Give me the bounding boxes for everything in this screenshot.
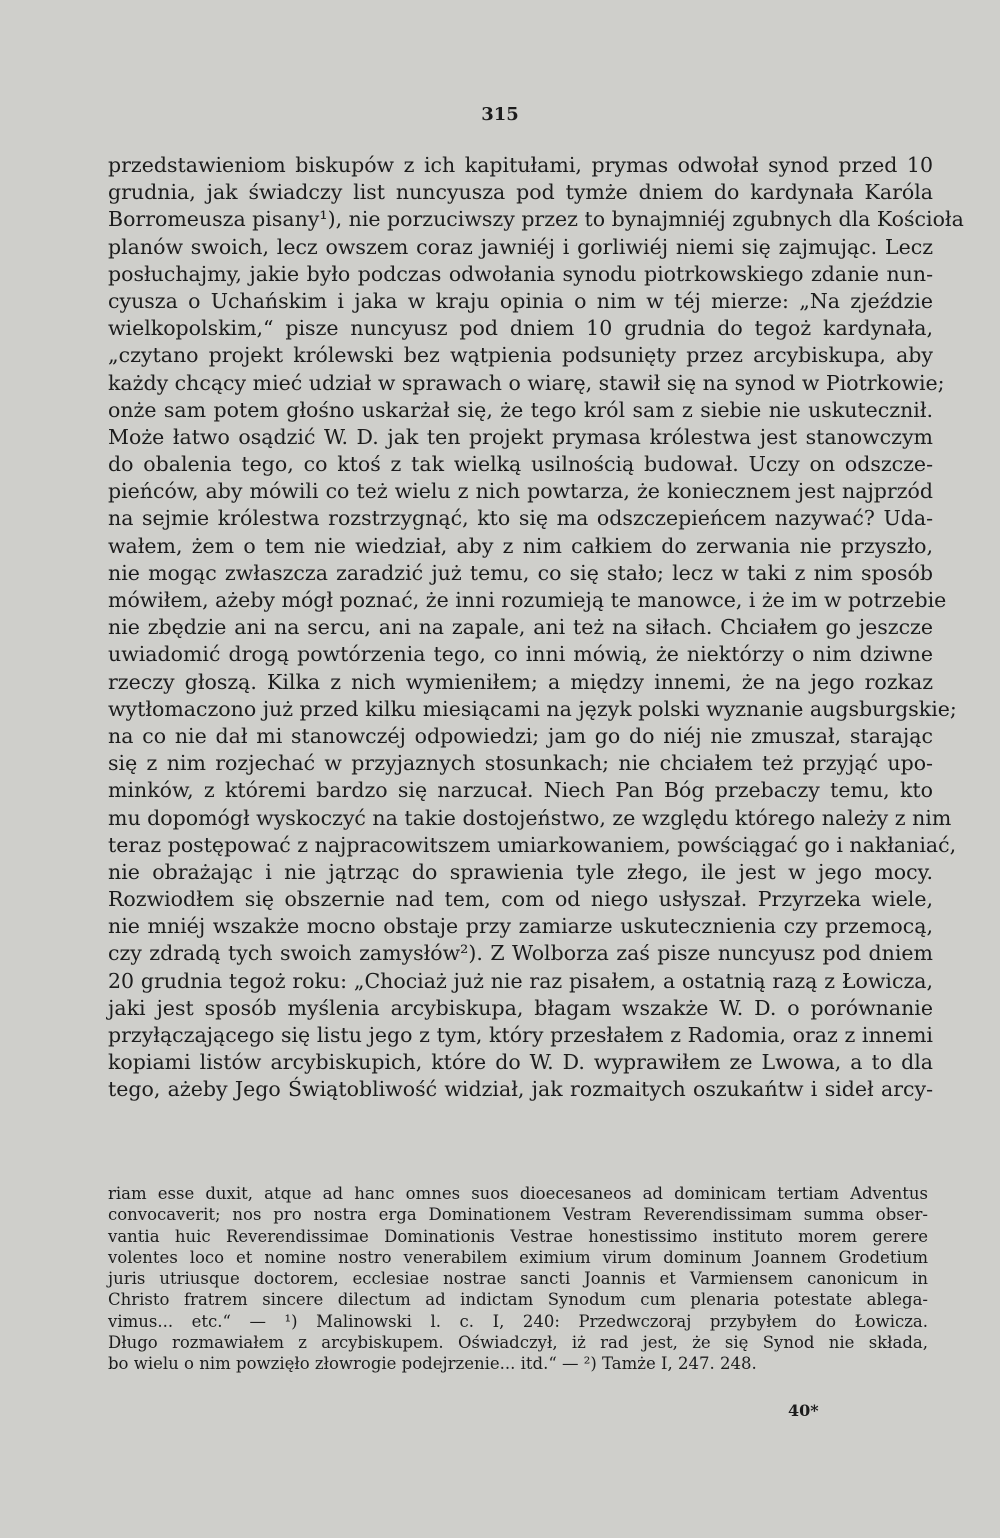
text-line: teraz postępować z najpracowitszem umiarkowaniem, powściągać go i nakłaniać, bbox=[108, 832, 957, 857]
text-line: przedstawieniom biskupów z ich kapitułami, prymas odwołał synod przed 10 bbox=[108, 153, 933, 177]
text-line: mu dopomógł wyskoczyć na takie dostojeństwo, ze względu którego należy z nim bbox=[108, 805, 952, 830]
footnote-line: riam esse duxit, atque ad hanc omnes suos dioecesaneos ad dominicam tertiam Adventus bbox=[108, 1184, 928, 1203]
text-line: na sejmie królestwa rozstrzygnąć, kto się ma odszczepieńcem nazywać? Uda- bbox=[108, 506, 933, 531]
text-line: jaki jest sposób myślenia arcybiskupa, błagam wszakże W. D. o porównanie bbox=[108, 995, 933, 1020]
text-line: tego, ażeby Jego Świątobliwość widział, jak rozmaitych oszukańtw i sideł arcy- bbox=[108, 1077, 933, 1102]
text-line: czy zdradą tych swoich zamysłów²). Z Wolborza zaś pisze nuncyusz pod dniem bbox=[108, 941, 933, 966]
text-line: uwiadomić drogą powtórzenia tego, co inni mówią, że niektórzy o nim dziwne bbox=[108, 642, 933, 667]
text-line: onże sam potem głośno uskarżał się, że tego król sam z siebie nie uskutecznił. bbox=[108, 397, 933, 422]
text-line: na co nie dał mi stanowczéj odpowiedzi; jam go do niéj nie zmuszał, starając bbox=[108, 723, 933, 748]
text-line: mówiłem, ażeby mógł poznać, że inni rozumieją te manowce, i że im w potrzebie bbox=[108, 588, 947, 612]
text-line: Rozwiodłem się obszernie nad tem, com od niego usłyszał. Przyrzeka wiele, bbox=[108, 887, 933, 912]
footnote-line: vantia huic Reverendissimae Dominationis Vestrae honestissimo instituto morem gerere bbox=[108, 1226, 928, 1246]
text-line: nie mogąc zwłaszcza zaradzić już temu, co się stało; lecz w taki z nim sposób bbox=[108, 560, 933, 585]
footnote-line: vimus... etc.“ — ¹) Malinowski l. c. I, 240: Przedwczoraj przybyłem do Łowicza. bbox=[108, 1311, 928, 1331]
footnote-line: convocaverit; nos pro nostra erga Dominationem Vestram Reverendissimam summa obser- bbox=[108, 1205, 928, 1225]
text-line: wielkopolskim,“ pisze nuncyusz pod dniem 10 grudnia do tegoż kardynała, bbox=[108, 316, 933, 341]
text-line: planów swoich, lecz owszem coraz jawniéj i gorliwiéj niemi się zajmując. Lecz bbox=[108, 234, 933, 259]
page-number: 315 bbox=[481, 104, 519, 125]
text-line: do obalenia tego, co ktoś z tak wielką usilnością budował. Uczy on odszcze- bbox=[108, 452, 933, 477]
text-line: każdy chcący mieć udział w sprawach o wiarę, stawił się na synod w Piotrkowie; bbox=[108, 370, 945, 395]
footnote-line: juris utriusque doctorem, ecclesiae nostrae sancti Joannis et Varmiensem canonicum in bbox=[108, 1269, 928, 1289]
text-line: grudnia, jak świadczy list nuncyusza pod tymże dniem do kardynała Karóla bbox=[108, 180, 933, 205]
text-line: posłuchajmy, jakie było podczas odwołania synodu piotrkowskiego zdanie nun- bbox=[108, 261, 933, 286]
footnotes bbox=[108, 1183, 928, 1375]
text-line: Borromeusza pisany¹), nie porzuciwszy przez to bynajmniéj zgubnych dla Kościoła bbox=[108, 207, 964, 232]
text-line: nie mniéj wszakże mocno obstaje przy zamiarze uskutecznienia czy przemocą, bbox=[108, 914, 933, 939]
footnote-line: bo wielu o nim powzięło złowrogie podejrzenie... itd.“ — ²) Tamże I, 247. 248. bbox=[108, 1354, 757, 1374]
text-line: nie obrażając i nie jątrząc do sprawienia tyle złego, ile jest w jego mocy. bbox=[108, 859, 933, 884]
text-line: wałem, żem o tem nie wiedział, aby z nim całkiem do zerwania nie przyszło, bbox=[108, 533, 933, 558]
signature-mark: 40* bbox=[788, 1401, 819, 1420]
text-line: 20 grudnia tegoż roku: „Chociaż już nie raz pisałem, a ostatnią razą z Łowicza, bbox=[108, 968, 933, 993]
text-line: pieńców, aby mówili co też wielu z nich powtarza, że koniecznem jest najprzód bbox=[108, 479, 933, 504]
text-line: kopiami listów arcybiskupich, które do W. D. wyprawiłem ze Lwowa, a to dla bbox=[108, 1050, 933, 1075]
main-text bbox=[108, 152, 964, 1104]
text-line: Może łatwo osądzić W. D. jak ten projekt prymasa królestwa jest stanowczym bbox=[108, 424, 933, 449]
text-line: minków, z któremi bardzo się narzucał. Niech Pan Bóg przebaczy temu, kto bbox=[108, 778, 933, 803]
footnote-line: volentes loco et nomine nostro venerabilem eximium virum dominum Joannem Grodetium bbox=[108, 1247, 928, 1267]
footnote-line: Christo fratrem sincere dilectum ad indictam Synodum cum plenaria potestate ablega- bbox=[108, 1290, 928, 1310]
text-line: przyłączającego się listu jego z tym, który przesłałem z Radomia, oraz z innemi bbox=[108, 1023, 933, 1047]
footnote-line: Długo rozmawiałem z arcybiskupem. Oświadczył, iż rad jest, że się Synod nie składa, bbox=[108, 1333, 928, 1353]
text-line: wytłomaczono już przed kilku miesiącami na język polski wyznanie augsburgskie; bbox=[108, 696, 957, 721]
text-line: rzeczy głoszą. Kilka z nich wymieniłem; a między innemi, że na jego rozkaz bbox=[108, 669, 933, 694]
text-line: się z nim rozjechać w przyjaznych stosunkach; nie chciałem też przyjąć upo- bbox=[108, 751, 933, 776]
text-line: cyusza o Uchańskim i jaka w kraju opinia o nim w téj mierze: „Na zjeździe bbox=[108, 288, 933, 313]
text-line: nie zbędzie ani na sercu, ani na zapale, ani też na siłach. Chciałem go jeszcze bbox=[108, 615, 933, 640]
text-line: „czytano projekt królewski bez wątpienia podsunięty przez arcybiskupa, aby bbox=[108, 343, 933, 368]
